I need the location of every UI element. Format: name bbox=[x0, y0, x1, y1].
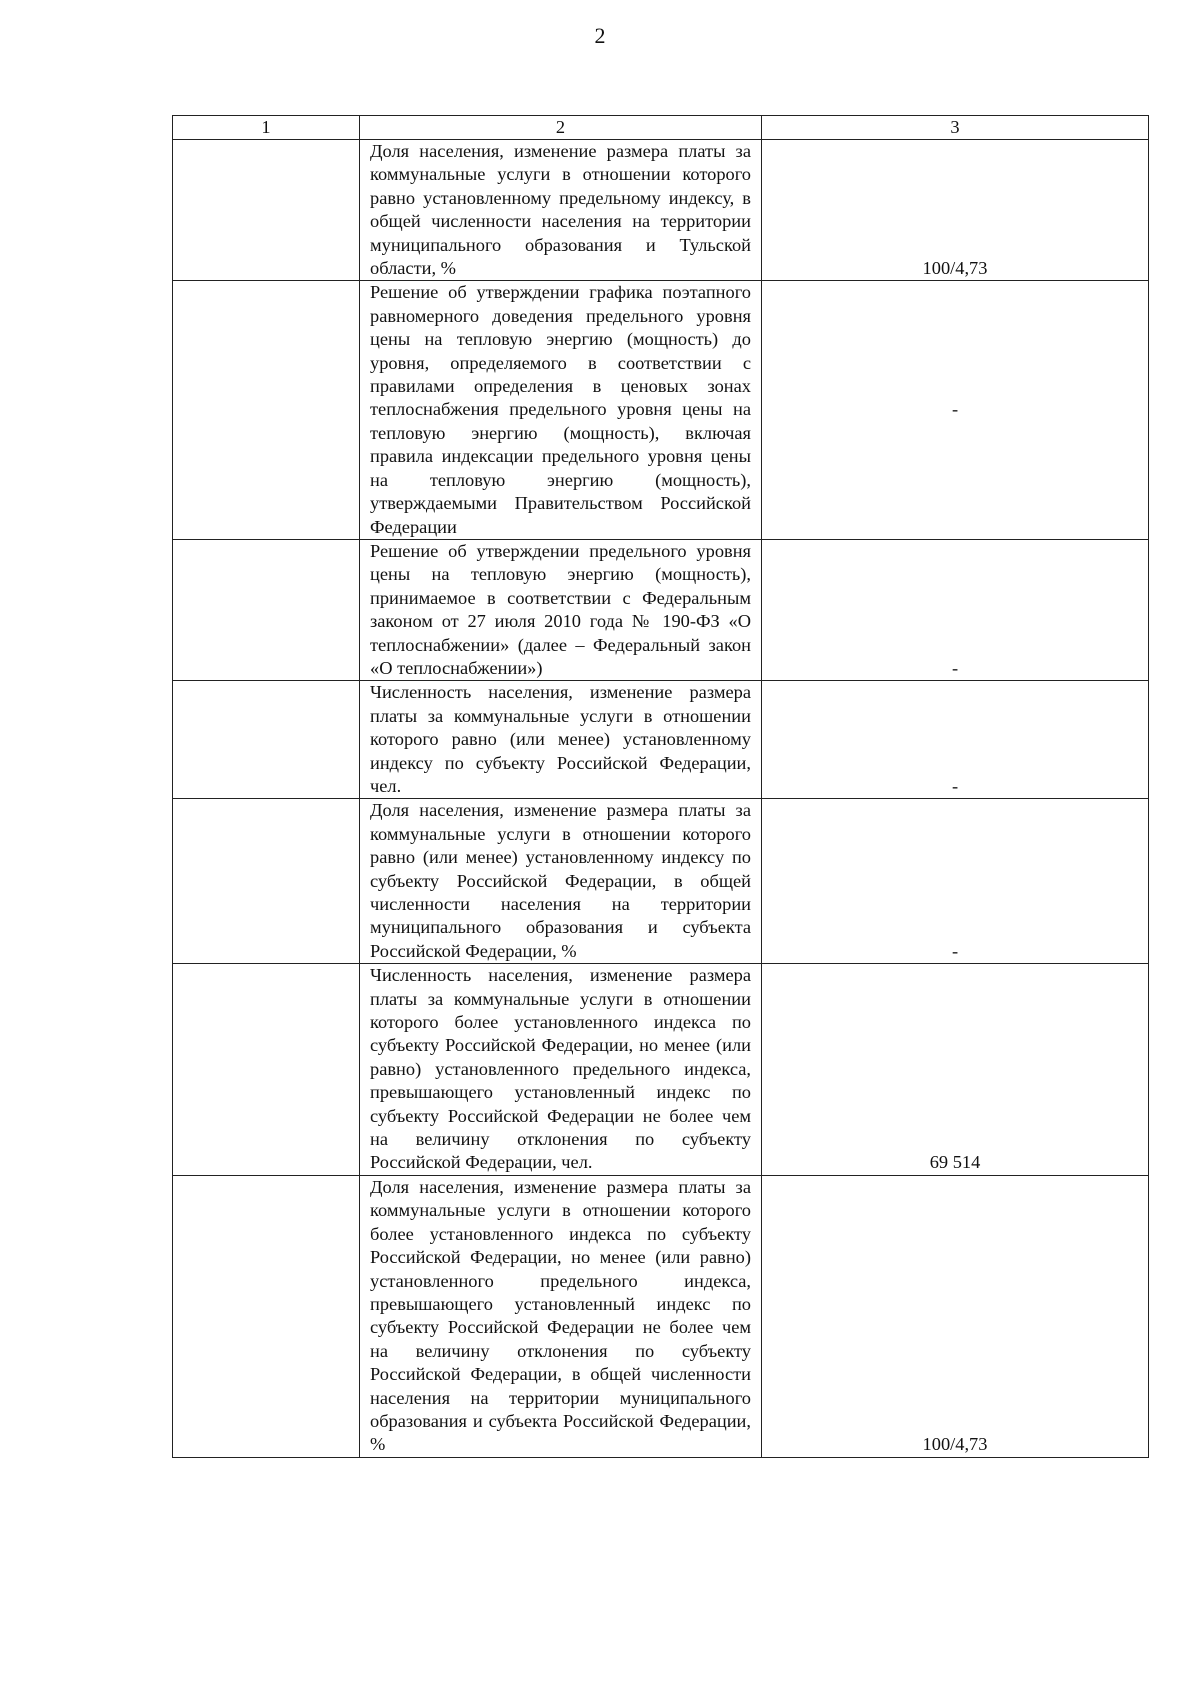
indicator-value: 69 514 bbox=[762, 964, 1149, 1176]
table-row bbox=[173, 281, 1149, 539]
indicator-description: Численность населения, изменение размера платы за коммунальные услуги в отношении которого равно (или менее) установленному индексу по субъекту Российской Федерации, чел. bbox=[360, 681, 762, 799]
indicator-value: - bbox=[762, 539, 1149, 680]
indicator-value: 100/4,73 bbox=[762, 140, 1149, 281]
page-number: 2 bbox=[594, 23, 606, 48]
indicator-value: - bbox=[762, 799, 1149, 964]
row-number-cell bbox=[173, 281, 360, 539]
row-number-cell bbox=[173, 140, 360, 281]
row-number-cell bbox=[173, 799, 360, 964]
indicator-description: Доля населения, изменение размера платы за коммунальные услуги в отношении которого равно установленному предельному индексу, в общей численности населения на территории муниципального образования и Тульской области, % bbox=[360, 140, 762, 281]
table-row bbox=[173, 964, 1149, 1176]
column-header-3: 3 bbox=[762, 116, 1149, 140]
indicator-description: Доля населения, изменение размера платы за коммунальные услуги в отношении которого равно (или менее) установленному индексу по субъекту Российской Федерации, в общей численности населения на территории муниципального образования и субъекта Российской Федерации, % bbox=[360, 799, 762, 964]
row-number-cell bbox=[173, 964, 360, 1176]
table-row bbox=[173, 140, 1149, 281]
table-row bbox=[173, 799, 1149, 964]
indicators-table bbox=[172, 115, 1149, 1458]
column-header-2: 2 bbox=[360, 116, 762, 140]
indicator-description: Доля населения, изменение размера платы за коммунальные услуги в отношении которого более установленного индекса по субъекту Российской Федерации, но менее (или равно) установленного предельного индекса, превышающего установленный индекс по субъекту Российской Федерации не более чем на величину отклонения по субъекту Российской Федерации, в общей численности населения на территории муниципального образования и субъекта Российской Федерации, % bbox=[360, 1175, 762, 1457]
indicator-value: - bbox=[762, 281, 1149, 539]
indicator-value: - bbox=[762, 681, 1149, 799]
table-header-row bbox=[173, 116, 1149, 140]
table-row bbox=[173, 539, 1149, 680]
column-header-1: 1 bbox=[173, 116, 360, 140]
row-number-cell bbox=[173, 539, 360, 680]
indicator-description: Решение об утверждении графика поэтапного равномерного доведения предельного уровня цены на тепловую энергию (мощность) до уровня, определяемого в соответствии с правилами определения в ценовых зонах теплоснабжения предельного уровня цены на тепловую энергию (мощность), включая правила индексации предельного уровня цены на тепловую энергию (мощность), утверждаемыми Правительством Российской Федерации bbox=[360, 281, 762, 539]
row-number-cell bbox=[173, 681, 360, 799]
table-row bbox=[173, 1175, 1149, 1457]
indicator-description: Численность населения, изменение размера платы за коммунальные услуги в отношении которого более установленного индекса по субъекту Российской Федерации, но менее (или равно) установленного предельного индекса, превышающего установленный индекс по субъекту Российской Федерации не более чем на величину отклонения по субъекту Российской Федерации, чел. bbox=[360, 964, 762, 1176]
indicator-value: 100/4,73 bbox=[762, 1175, 1149, 1457]
row-number-cell bbox=[173, 1175, 360, 1457]
indicator-description: Решение об утверждении предельного уровня цены на тепловую энергию (мощность), принимаемое в соответствии с Федеральным законом от 27 июля 2010 года № 190-ФЗ «О теплоснабжении» (далее – Федеральный закон «О теплоснабжении») bbox=[360, 539, 762, 680]
table-row bbox=[173, 681, 1149, 799]
